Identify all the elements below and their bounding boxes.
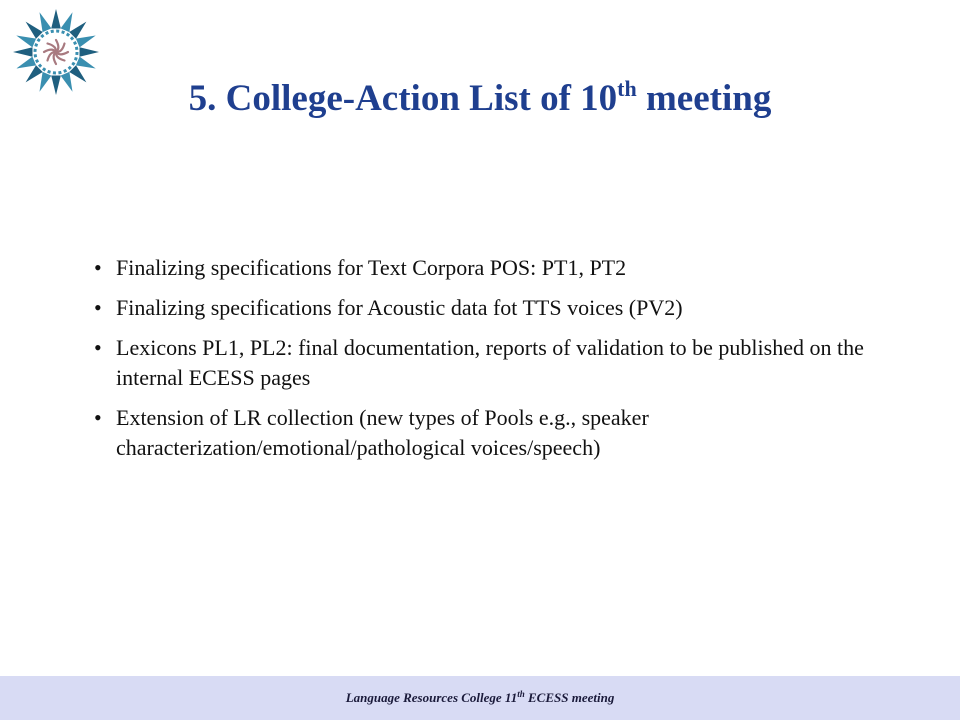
- title-tail: meeting: [636, 78, 772, 119]
- bullet-text: Finalizing specifications for Acoustic data fot TTS voices (PV2): [116, 295, 683, 320]
- footer-text: [346, 690, 615, 706]
- logo-ray: [16, 57, 36, 69]
- footer-text-after: ECESS meeting: [524, 690, 615, 705]
- logo-ray: [80, 47, 100, 57]
- bullet-list: [94, 253, 894, 473]
- title-main: 5. College-Action List of 10: [188, 78, 618, 119]
- bullet-dot: •: [94, 295, 102, 320]
- bullet-item: [94, 403, 894, 463]
- logo-ray: [76, 36, 96, 48]
- logo-ray: [13, 47, 33, 57]
- bullet-item: [94, 293, 894, 323]
- logo-ray: [69, 22, 86, 39]
- logo-ray: [16, 36, 36, 48]
- bullet-text: Finalizing specifications for Text Corpora POS: PT1, PT2: [116, 255, 627, 280]
- logo-ray: [61, 12, 73, 32]
- bullet-dot: •: [94, 335, 102, 360]
- bullet-item: [94, 333, 894, 393]
- title-superscript: th: [617, 76, 637, 101]
- logo-ray: [26, 22, 43, 39]
- footer-superscript: th: [517, 689, 525, 699]
- footer-bar: [0, 676, 960, 720]
- bullet-dot: •: [94, 405, 102, 430]
- bullet-item: [94, 253, 894, 283]
- bullet-dot: •: [94, 255, 102, 280]
- slide-title: [0, 74, 960, 124]
- bullet-text: Lexicons PL1, PL2: final documentation, reports of validation to be published on the internal ECESS pages: [116, 335, 864, 390]
- footer-text-before: Language Resources College 11: [345, 690, 518, 705]
- logo-ray: [40, 12, 52, 32]
- logo-ray: [51, 9, 61, 29]
- bullet-text: Extension of LR collection (new types of Pools e.g., speaker characterization/emotional/pathological voices/speech): [116, 405, 649, 460]
- logo-ray: [76, 57, 96, 69]
